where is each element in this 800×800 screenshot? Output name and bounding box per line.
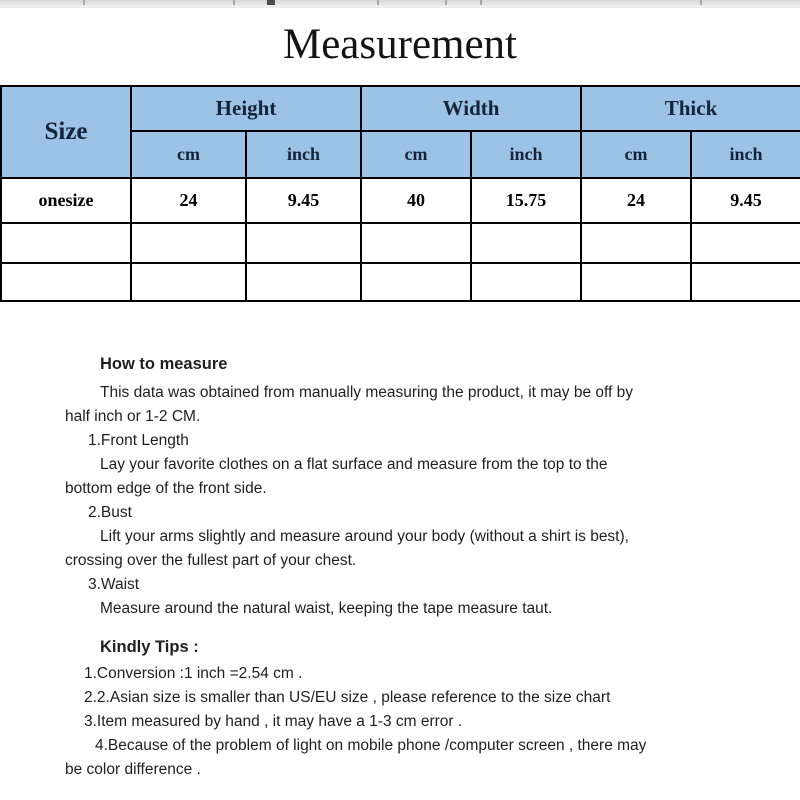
how-to-measure-section — [65, 351, 765, 621]
table-row-onesize — [1, 178, 800, 223]
cell-empty — [581, 263, 691, 301]
measure-line: 1.Front Length — [88, 432, 189, 449]
crop-tick — [445, 0, 447, 5]
cell-empty — [246, 263, 361, 301]
cell-width-inch: 15.75 — [471, 178, 581, 223]
cell-thick-cm: 24 — [581, 178, 691, 223]
cell-empty — [581, 223, 691, 263]
how-to-measure-heading: How to measure — [100, 355, 228, 373]
cell-empty — [361, 263, 471, 301]
col-header-height: Height — [131, 86, 361, 131]
crop-tick — [480, 0, 482, 5]
cell-height-inch: 9.45 — [246, 178, 361, 223]
page-title: Measurement — [282, 21, 518, 68]
cell-thick-inch: 9.45 — [691, 178, 800, 223]
unit-header-width-inch: inch — [471, 131, 581, 178]
col-header-width: Width — [361, 86, 581, 131]
unit-header-thick-inch: inch — [691, 131, 800, 178]
unit-header-height-inch: inch — [246, 131, 361, 178]
table-row-empty — [1, 223, 800, 263]
cell-empty — [131, 263, 246, 301]
unit-header-thick-cm: cm — [581, 131, 691, 178]
measure-line: bottom edge of the front side. — [65, 480, 267, 497]
cell-height-cm: 24 — [131, 178, 246, 223]
tip-line: 4.Because of the problem of light on mobile phone /computer screen , there may — [95, 737, 647, 754]
crop-tick — [233, 0, 235, 5]
kindly-tips-section — [65, 634, 765, 782]
measure-line: 3.Waist — [88, 576, 140, 593]
top-crop-artifact — [0, 0, 800, 8]
cell-empty — [471, 223, 581, 263]
tip-line: 2.2.Asian size is smaller than US/EU size , please reference to the size chart — [84, 689, 611, 706]
measurement-table — [0, 85, 800, 302]
tip-line: 1.Conversion :1 inch =2.54 cm . — [84, 665, 303, 682]
tip-line: 3.Item measured by hand , it may have a 1-3 cm error . — [84, 713, 463, 730]
measure-line: 2.Bust — [88, 504, 132, 521]
cell-empty — [361, 223, 471, 263]
col-header-thick: Thick — [581, 86, 800, 131]
tip-line: be color difference . — [65, 761, 201, 778]
table-row-empty — [1, 263, 800, 301]
cell-empty — [131, 223, 246, 263]
cell-empty — [691, 223, 800, 263]
cell-empty — [246, 223, 361, 263]
col-header-size: Size — [1, 86, 131, 178]
table-header-row-groups — [1, 86, 800, 131]
measure-line: crossing over the fullest part of your chest. — [65, 552, 357, 569]
cell-empty — [691, 263, 800, 301]
cell-size: onesize — [1, 178, 131, 223]
crop-mark — [267, 0, 275, 5]
measure-line: Measure around the natural waist, keeping the tape measure taut. — [100, 600, 553, 617]
crop-tick — [83, 0, 85, 5]
cell-width-cm: 40 — [361, 178, 471, 223]
crop-tick — [700, 0, 702, 5]
measure-line: This data was obtained from manually measuring the product, it may be off by — [100, 384, 634, 401]
measure-line: half inch or 1-2 CM. — [65, 408, 201, 425]
cell-empty — [471, 263, 581, 301]
measure-line: Lift your arms slightly and measure around your body (without a shirt is best), — [100, 528, 629, 545]
unit-header-height-cm: cm — [131, 131, 246, 178]
cell-empty — [1, 223, 131, 263]
cell-empty — [1, 263, 131, 301]
unit-header-width-cm: cm — [361, 131, 471, 178]
kindly-tips-heading: Kindly Tips : — [100, 638, 199, 656]
crop-tick — [377, 0, 379, 5]
measure-line: Lay your favorite clothes on a flat surface and measure from the top to the — [100, 456, 608, 473]
